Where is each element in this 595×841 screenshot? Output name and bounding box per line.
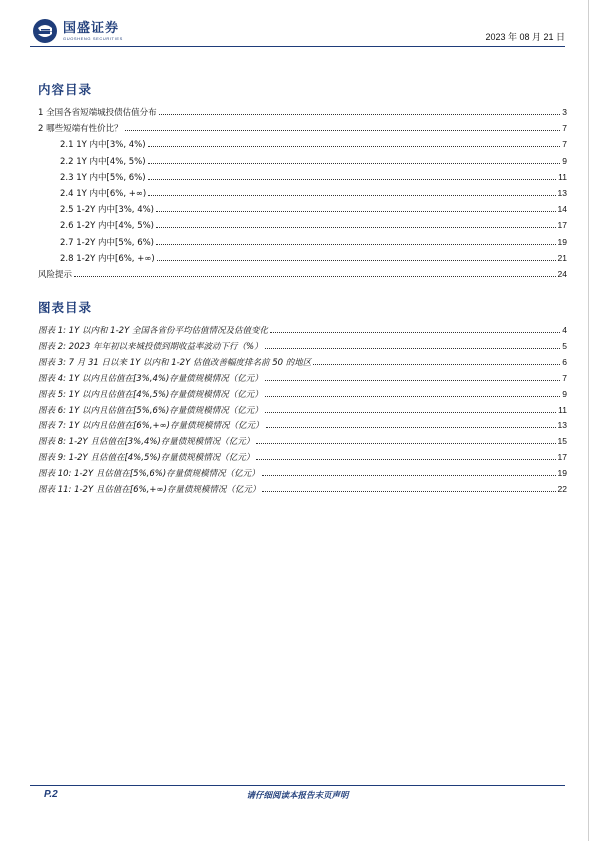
dot-leader [262, 483, 555, 492]
entry-page-number: 19 [557, 236, 567, 247]
page-header [30, 14, 565, 47]
entry-page-number: 4 [562, 325, 567, 335]
entry-label: 2.1 1Y 内中[3%, 4%) [60, 140, 146, 151]
entry-label: 图表 8: 1-2Y 且估值在[3%,4%)存量债规模情况（亿元） [38, 437, 255, 448]
dot-leader [148, 187, 555, 196]
toc-entry[interactable] [60, 155, 567, 167]
dot-leader [265, 372, 560, 381]
entry-page-number: 9 [562, 155, 567, 166]
dot-leader [256, 451, 555, 460]
entry-label: 2.5 1-2Y 内中[3%, 4%) [60, 205, 155, 216]
entry-page-number: 17 [557, 452, 567, 463]
dot-leader [148, 138, 561, 147]
entry-label: 2.4 1Y 内中[6%, +∞) [60, 189, 147, 199]
entry-label: 图表 4: 1Y 以内且估值在[3%,4%)存量债规模情况（亿元） [38, 373, 263, 384]
toc-entry[interactable] [38, 268, 567, 280]
toc-entry[interactable] [38, 106, 567, 118]
logo-name-cn: 国盛证券 [63, 20, 120, 36]
entry-page-number: 17 [557, 220, 567, 231]
entry-label: 2.3 1Y 内中[5%, 6%) [60, 172, 146, 183]
company-logo [32, 18, 123, 44]
figure-entry[interactable] [38, 483, 567, 495]
entry-page-number: 7 [562, 139, 567, 150]
figure-entry[interactable] [38, 324, 567, 336]
entry-label: 图表 9: 1-2Y 且估值在[4%,5%)存量债规模情况（亿元） [38, 453, 255, 464]
entry-label: 风险提示 [38, 270, 73, 280]
figure-entry[interactable] [38, 419, 567, 431]
dot-leader [156, 219, 556, 228]
entry-page-number: 14 [557, 204, 567, 215]
entry-page-number: 3 [562, 107, 567, 117]
entry-label: 2.6 1-2Y 内中[4%, 5%) [60, 221, 155, 232]
dot-leader [265, 340, 561, 349]
figure-entry[interactable] [38, 404, 567, 416]
dot-leader [74, 268, 556, 277]
entry-page-number: 19 [557, 468, 567, 479]
dot-leader [256, 435, 555, 444]
dot-leader [156, 203, 556, 212]
entry-page-number: 11 [558, 404, 567, 415]
entry-label: 图表 2: 2023 年年初以来城投债到期收益率波动下行（%） [38, 341, 263, 352]
dot-leader [266, 419, 556, 428]
report-date: 2023 年 08 月 21 日 [485, 32, 565, 42]
dot-leader [270, 324, 560, 333]
entry-page-number: 11 [558, 171, 567, 182]
toc-entry[interactable] [60, 252, 567, 264]
entry-label: 2.7 1-2Y 内中[5%, 6%) [60, 237, 155, 248]
toc-entry[interactable] [60, 187, 567, 199]
entry-page-number: 9 [562, 388, 567, 399]
dot-leader [148, 171, 557, 180]
toc-entry[interactable] [60, 203, 567, 215]
toc-entry[interactable] [38, 122, 567, 134]
toc-entry[interactable] [60, 171, 567, 183]
toc-entry[interactable] [60, 138, 567, 150]
logo-mark-icon [32, 18, 58, 44]
entry-label: 1 全国各省短端城投债估值分布 [38, 108, 157, 118]
figure-entry[interactable] [38, 467, 567, 479]
entry-label: 2.8 1-2Y 内中[6%, +∞) [60, 253, 155, 264]
toc-title: 内容目录 [38, 82, 93, 97]
page-number: P.2 [44, 789, 58, 800]
dot-leader [262, 467, 556, 476]
footer-divider [30, 785, 565, 786]
dot-leader [265, 388, 560, 397]
page-edge [588, 0, 589, 841]
dot-leader [148, 155, 561, 164]
entry-page-number: 13 [557, 420, 567, 431]
entry-label: 图表 1: 1Y 以内和 1-2Y 全国各省份平均估值情况及估值变化 [38, 326, 268, 336]
dot-leader [313, 356, 560, 365]
entry-page-number: 6 [562, 356, 567, 367]
footer-disclaimer: 请仔细阅读本报告末页声明 [246, 791, 349, 801]
toc-entry[interactable] [60, 219, 567, 231]
entry-page-number: 22 [557, 484, 567, 494]
figure-entry[interactable] [38, 372, 567, 384]
entry-label: 2 哪些短端有性价比？ [38, 124, 123, 135]
logo-name-en: GUOSHENG SECURITIES [63, 35, 123, 41]
entry-label: 图表 5: 1Y 以内且估值在[4%,5%)存量债规模情况（亿元） [38, 389, 263, 400]
entry-page-number: 13 [557, 188, 567, 198]
entry-label: 图表 11: 1-2Y 且估值在[6%,+∞)存量债规模情况（亿元） [38, 485, 261, 495]
entry-page-number: 5 [562, 340, 567, 351]
entry-label: 图表 7: 1Y 以内且估值在[6%,+∞)存量债规模情况（亿元） [38, 421, 264, 432]
entry-label: 图表 10: 1-2Y 且估值在[5%,6%)存量债规模情况（亿元） [38, 469, 260, 480]
dot-leader [125, 122, 561, 131]
figure-entry[interactable] [38, 356, 567, 368]
entry-label: 图表 3: 7 月 31 日以来 1Y 以内和 1-2Y 估值改善幅度排名前 50 的地区 [38, 357, 312, 368]
figures-title: 图表目录 [38, 300, 93, 315]
figure-entry[interactable] [38, 340, 567, 352]
toc-entry[interactable] [60, 236, 567, 248]
figure-entry[interactable] [38, 388, 567, 400]
entry-page-number: 24 [557, 269, 567, 279]
entry-label: 2.2 1Y 内中[4%, 5%) [60, 156, 146, 167]
dot-leader [157, 252, 556, 261]
dot-leader [159, 106, 561, 115]
entry-page-number: 21 [557, 252, 567, 263]
dot-leader [156, 236, 556, 245]
entry-label: 图表 6: 1Y 以内且估值在[5%,6%)存量债规模情况（亿元） [38, 405, 263, 416]
entry-page-number: 7 [562, 123, 567, 134]
entry-page-number: 15 [557, 436, 567, 447]
figure-entry[interactable] [38, 451, 567, 463]
dot-leader [265, 404, 556, 413]
entry-page-number: 7 [562, 372, 567, 383]
figure-entry[interactable] [38, 435, 567, 447]
